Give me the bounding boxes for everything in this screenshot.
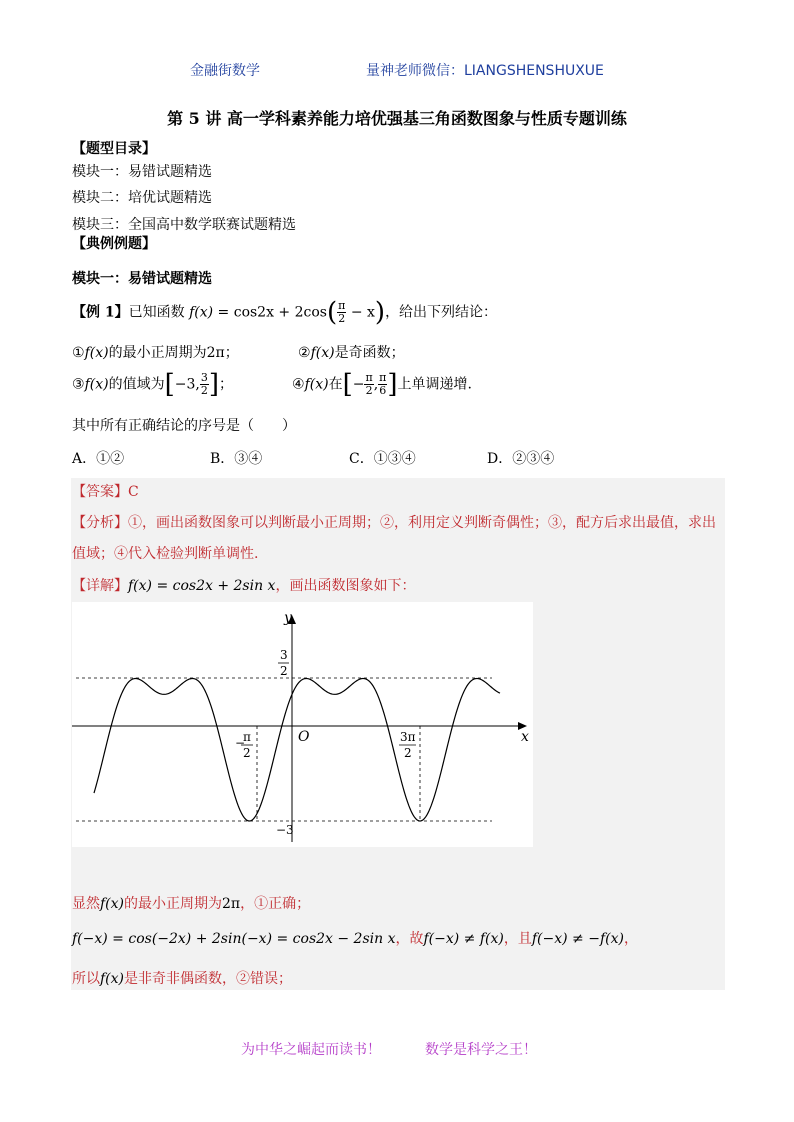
example1-label: 【例 1】 <box>72 304 129 321</box>
example1-func-lhs: f(x) <box>189 304 214 321</box>
toc-item-1: 模块一：易错试题精选 <box>72 164 212 180</box>
solution-line-3: 所以f(x)是非奇非偶函数，②错误； <box>72 971 293 987</box>
option-a: A．①② <box>72 451 125 467</box>
tick-pos-num: 3π <box>400 730 416 744</box>
header-right: 量神老师微信：LIANGSHENSHUXUE <box>366 63 604 79</box>
footer-left: 为中华之崛起而读书！ <box>241 1042 381 1058</box>
example1-question: 其中所有正确结论的序号是（ ） <box>72 418 296 434</box>
option-b: B．③④ <box>210 451 263 467</box>
tick-top-num: 3 <box>280 648 288 662</box>
analysis-line-2: 值域；④代入检验判断单调性. <box>72 546 259 562</box>
y-axis-label: y <box>284 610 292 626</box>
option-c: C．①③④ <box>349 451 416 467</box>
conclusion-3: ③f(x)的值域为[−3, $\frac{3}{2}$ ]； <box>72 369 233 400</box>
conclusion-2: ②f(x)是奇函数； <box>298 345 405 361</box>
toc-item-2: 模块二：培优试题精选 <box>72 190 212 206</box>
example1-frac: $\frac{\pi}{2}$ <box>338 299 346 325</box>
option-d: D．②③④ <box>487 451 555 467</box>
module1-heading: 模块一：易错试题精选 <box>72 271 212 287</box>
tick-bottom: −3 <box>276 823 294 837</box>
solution-line-2: f(−x) = cos(−2x) + 2sin(−x) = cos2x − 2sin x，故f(−x) ≠ f(x)，且f(−x) ≠ −f(x)， <box>72 931 638 947</box>
tick-pos-den: 2 <box>404 746 412 760</box>
example1-func-rhs: = cos2x + 2cos <box>213 304 327 321</box>
example1-statement: 【例 1】已知函数 f(x) = cos2x + 2cos( $\frac{\pi}{2}$ − x)，给出下列结论： <box>72 297 498 328</box>
tick-neg-den: 2 <box>243 746 251 760</box>
answer-line: 【答案】C <box>72 484 139 500</box>
detail-line: 【详解】f(x) = cos2x + 2sin x，画出函数图象如下： <box>72 578 416 594</box>
conclusion-4: ④f(x)在[− $\frac{\pi}{2}$ , $\frac{\pi}{6}$ ]上单调递增. <box>292 369 472 400</box>
tick-neg-sign: − <box>235 736 246 750</box>
toc-heading: 【题型目录】 <box>72 141 156 157</box>
footer-right: 数学是科学之王！ <box>425 1042 537 1058</box>
x-axis-label: x <box>521 729 529 745</box>
conclusion-1: ①f(x)的最小正周期为2π； <box>72 345 239 361</box>
toc-item-3: 模块三：全国高中数学联赛试题精选 <box>72 217 296 233</box>
example1-intro: 已知函数 <box>128 304 185 321</box>
solution-line-1: 显然f(x)的最小正周期为2π，①正确； <box>72 896 311 912</box>
header-left: 金融街数学 <box>190 63 260 79</box>
analysis-line-1: 【分析】①，画出函数图象可以判断最小正周期；②，利用定义判断奇偶性；③，配方后求出最值，求出 <box>72 515 716 531</box>
origin-label: O <box>298 729 310 745</box>
example1-minus-x: − x <box>346 304 375 321</box>
examples-heading: 【典例例题】 <box>72 236 156 252</box>
example1-after: ，给出下列结论： <box>385 304 498 321</box>
page-title: 第 5 讲 高一学科素养能力培优强基三角函数图象与性质专题训练 <box>167 109 627 128</box>
tick-neg-num: π <box>243 730 251 744</box>
function-graph <box>72 602 533 847</box>
tick-top-den: 2 <box>280 664 288 678</box>
